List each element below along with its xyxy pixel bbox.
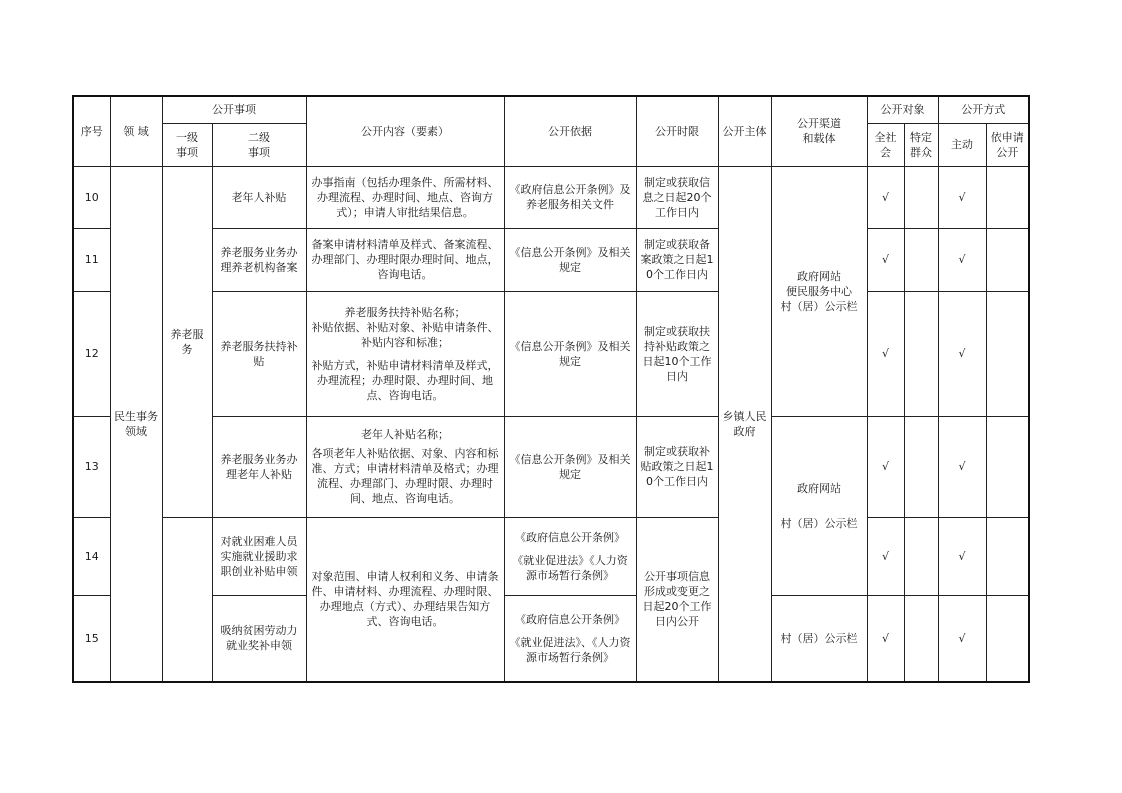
check-active: √ [938, 228, 986, 291]
table-row [73, 517, 1029, 595]
basis-cell: 《信息公开条例》及相关规定 [504, 228, 636, 291]
content-cell: 备案申请材料清单及样式、备案流程、办理部门、办理时限办理时间、地点，咨询电话。 [306, 228, 504, 291]
channel-cell [771, 416, 867, 595]
header-method-active: 主动 [938, 123, 986, 166]
content-cell [306, 416, 504, 517]
check-active: √ [938, 166, 986, 228]
header-field: 领 域 [110, 96, 162, 166]
basis-part: 《政府信息公开条例》 [515, 530, 625, 544]
check-active: √ [938, 517, 986, 595]
header-target-all: 全社 会 [867, 123, 904, 166]
check-active: √ [938, 595, 986, 682]
time-limit-cell: 制定或获取补贴政策之日起10个工作日内 [636, 416, 718, 517]
content-cell [306, 291, 504, 416]
table-row [73, 166, 1029, 228]
disclosure-table [72, 95, 1030, 683]
content-part: 各项老年人补贴依据、对象、内容和标准、方式；申请材料清单及格式；办理流程、办理部门、办理时限、办理时间、地点、咨询电话。 [311, 447, 499, 505]
check-apply [986, 416, 1029, 517]
header-channel: 公开渠道 和载体 [771, 96, 867, 166]
level2-cell: 养老服务业务办理养老机构备案 [212, 228, 306, 291]
check-active: √ [938, 291, 986, 416]
row-seq: 11 [73, 228, 110, 291]
header-level1: 一级 事项 [162, 123, 212, 166]
content-cell: 对象范围、申请人权利和义务、申请条件、申请材料、办理流程、办理时限、办理地点（方式）、办理结果告知方式、咨询电话。 [306, 517, 504, 682]
level2-cell: 老年人补贴 [212, 166, 306, 228]
header-subject: 公开主体 [718, 96, 771, 166]
row-seq: 12 [73, 291, 110, 416]
basis-cell [504, 517, 636, 595]
check-specific [904, 291, 938, 416]
header-basis: 公开依据 [504, 96, 636, 166]
basis-cell: 《信息公开条例》及相关规定 [504, 291, 636, 416]
content-cell: 办事指南（包括办理条件、所需材料、办理流程、办理时间、地点、咨询方式）；申请人审批结果信息。 [306, 166, 504, 228]
channel-item: 村（居）公示栏 [780, 516, 858, 530]
header-target-group: 公开对象 [867, 96, 938, 123]
check-specific [904, 416, 938, 517]
field-cell: 民生事务 领域 [110, 166, 162, 682]
table-row [73, 228, 1029, 291]
table-row [73, 416, 1029, 517]
level2-cell: 对就业困难人员实施就业援助求职创业补贴申领 [212, 517, 306, 595]
header-items-group: 公开事项 [162, 96, 306, 123]
header-level2: 二级 事项 [212, 123, 306, 166]
content-part: 养老服务扶持补贴名称； [344, 305, 466, 319]
time-limit-cell: 公开事项信息形成或变更之日起20个工作日内公开 [636, 517, 718, 682]
check-all: √ [867, 228, 904, 291]
check-all: √ [867, 517, 904, 595]
check-apply [986, 595, 1029, 682]
channel-item: 便民服务中心 [786, 284, 852, 298]
check-specific [904, 595, 938, 682]
level1-cell: 养老服 务 [162, 166, 212, 517]
row-seq: 10 [73, 166, 110, 228]
row-seq: 13 [73, 416, 110, 517]
basis-part: 《就业促进法》《人力资源市场暂行条例》 [512, 553, 628, 582]
check-specific [904, 517, 938, 595]
level2-cell: 养老服务扶持补贴 [212, 291, 306, 416]
time-limit-cell: 制定或获取备案政策之日起10个工作日内 [636, 228, 718, 291]
basis-part: 《政府信息公开条例》 [515, 612, 625, 626]
header-row [73, 96, 1029, 123]
header-time-limit: 公开时限 [636, 96, 718, 166]
check-active: √ [938, 416, 986, 517]
header-content: 公开内容（要素） [306, 96, 504, 166]
table-row [73, 595, 1029, 682]
check-all: √ [867, 291, 904, 416]
row-seq: 14 [73, 517, 110, 595]
content-part: 补贴方式，补贴申请材料清单及样式，办理流程；办理时限、办理时间、地点、咨询电话。 [311, 358, 499, 402]
channel-cell [771, 166, 867, 416]
check-specific [904, 228, 938, 291]
check-apply [986, 166, 1029, 228]
channel-item: 村（居）公示栏 [780, 299, 858, 313]
subject-cell: 乡镇人民 政府 [718, 166, 771, 682]
header-target-specific: 特定 群众 [904, 123, 938, 166]
check-all: √ [867, 166, 904, 228]
header-method-group: 公开方式 [938, 96, 1029, 123]
basis-cell: 《政府信息公开条例》及养老服务相关文件 [504, 166, 636, 228]
check-all: √ [867, 595, 904, 682]
check-apply [986, 517, 1029, 595]
basis-part: 《就业促进法》、《人力资源市场暂行条例》 [509, 635, 631, 664]
content-part: 老年人补贴名称； [361, 428, 449, 441]
level1-cell-empty [162, 517, 212, 682]
basis-cell [504, 595, 636, 682]
table-row [73, 291, 1029, 416]
check-specific [904, 166, 938, 228]
level2-cell: 吸纳贫困劳动力就业奖补申领 [212, 595, 306, 682]
time-limit-cell: 制定或获取信息之日起20个工作日内 [636, 166, 718, 228]
header-seq: 序号 [73, 96, 110, 166]
row-seq: 15 [73, 595, 110, 682]
level2-cell: 养老服务业务办理老年人补贴 [212, 416, 306, 517]
channel-item: 政府网站 [797, 269, 841, 283]
channel-item: 政府网站 [797, 481, 841, 495]
header-method-apply: 依申请 公开 [986, 123, 1029, 166]
check-apply [986, 291, 1029, 416]
content-part: 补贴依据、补贴对象、补贴申请条件、补贴内容和标准； [311, 320, 499, 349]
basis-cell: 《信息公开条例》及相关规定 [504, 416, 636, 517]
check-all: √ [867, 416, 904, 517]
channel-cell: 村（居）公示栏 [771, 595, 867, 682]
time-limit-cell: 制定或获取扶持补贴政策之日起10个工作日内 [636, 291, 718, 416]
check-apply [986, 228, 1029, 291]
